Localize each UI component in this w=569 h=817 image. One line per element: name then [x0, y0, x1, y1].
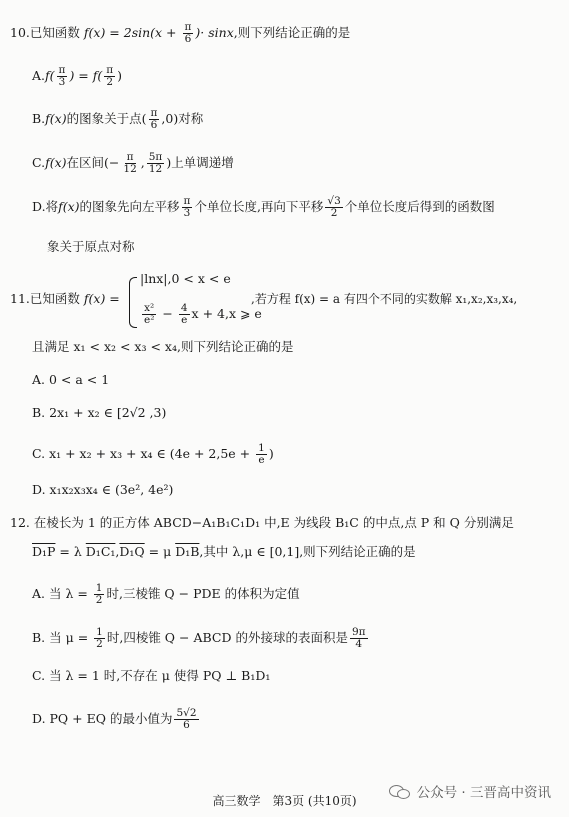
vector-d1b: D₁B — [175, 544, 200, 559]
vector-d1c1: D₁C₁ — [85, 544, 116, 559]
q11-case-2: $\frac{\text{x²}}{\text{e²}}$ − $\frac{4}{e}$ x + 4,x ⩾ e — [144, 302, 262, 326]
q12-stem-line2: D₁P = λ D₁C₁,D₁Q = μ D₁B,其中 λ,μ ∈ [0,1],则下列结论正确的是 — [32, 544, 416, 559]
q10-option-c: C.f(x)在区间(− $\frac{\pi}{12}$ , $\frac{5\pi}{12}$ )上单调递增 — [32, 151, 234, 175]
piecewise-brace — [129, 277, 137, 328]
q12-option-d: D. PQ + EQ 的最小值为 $\frac{5√2}{6}$ — [32, 707, 197, 731]
q12-option-c: C. 当 λ = 1 时,不存在 μ 使得 PQ ⊥ B₁D₁ — [32, 668, 271, 683]
q12-stem-line1: 12. 在棱长为 1 的正方体 ABCD−A₁B₁C₁D₁ 中,E 为线段 B₁C 的中点,点 P 和 Q 分别满足 — [10, 515, 514, 530]
vector-d1q: D₁Q — [119, 544, 145, 559]
q10-option-a: A.f( $\frac{\pi}{3}$ ) = f( $\frac{\pi}{2}$ ) — [32, 64, 123, 88]
page-footer: 高三数学 第3页 (共10页) — [212, 794, 357, 808]
q11-stem-suffix: ,若方程 f(x) = a 有四个不同的实数解 x₁,x₂,x₃,x₄, — [251, 292, 518, 306]
vector-d1p: D₁P — [32, 544, 56, 559]
q11-stem-line2: 且满足 x₁ < x₂ < x₃ < x₄,则下列结论正确的是 — [32, 339, 294, 354]
q11-option-a: A. 0 < a < 1 — [32, 372, 110, 387]
q10-option-d-line2: 象关于原点对称 — [47, 239, 135, 254]
q11-stem-prefix: 11.已知函数 f(x) = — [10, 291, 120, 306]
q11-case-1: |lnx|,0 < x < e — [140, 271, 231, 286]
q10-option-b: B.f(x)的图象关于点( $\frac{\pi}{6}$ ,0)对称 — [32, 107, 204, 131]
watermark-text: 公众号 · 三晋高中资讯 — [416, 785, 551, 801]
q12-option-b: B. 当 μ = $\frac{1}{2}$ 时,四棱锥 Q − ABCD 的外接球的表面积是 $\frac{9\pi}{4}$ — [32, 626, 366, 650]
q11-option-b: B. 2x₁ + x₂ ∈ [2√2 ,3) — [32, 405, 167, 420]
q12-option-a: A. 当 λ = $\frac{1}{2}$ 时,三棱锥 Q − PDE 的体积为定值 — [32, 582, 300, 606]
q10-stem: 10.已知函数 f(x) = 2sin(x + $\frac{\pi}{6}$ )· sinx,则下列结论正确的是 — [10, 21, 351, 45]
q11-option-d: D. x₁x₂x₃x₄ ∈ (3e², 4e²) — [32, 482, 174, 497]
q11-option-c: C. x₁ + x₂ + x₃ + x₄ ∈ (4e + 2,5e + $\frac{1}{e}$ ) — [32, 442, 274, 466]
q10-option-d: D.将f(x)的图象先向左平移 $\frac{\pi}{3}$ 个单位长度,再向下平移 $\frac{√3}{2}$ 个单位长度后得到的函数图 — [32, 195, 495, 219]
